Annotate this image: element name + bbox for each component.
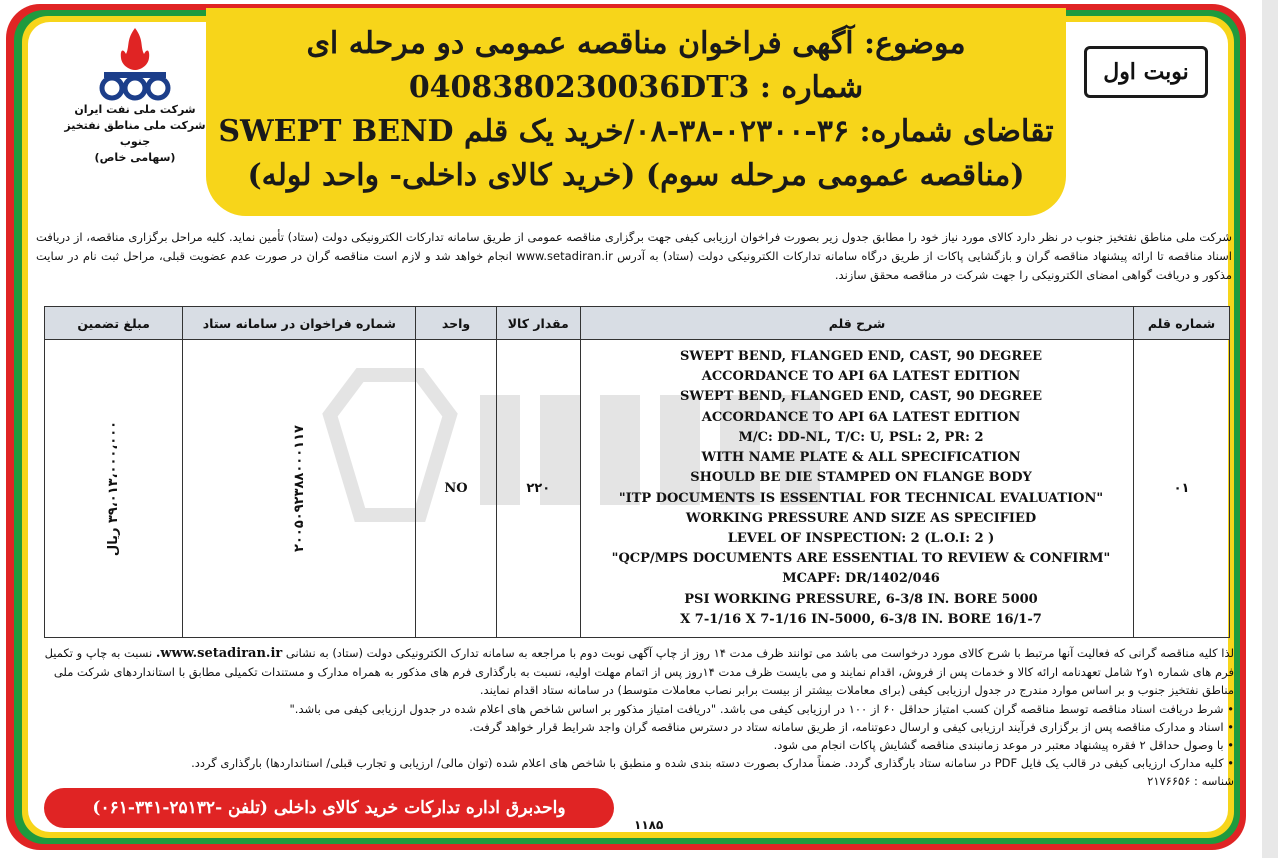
notes-main-paragraph [40, 644, 1234, 700]
desc-line: WITH NAME PLATE & ALL SPECIFICATION [701, 450, 1021, 466]
desc-line: PSI WORKING PRESSURE, 6-3/8 IN. BORE 5000 [684, 591, 1038, 607]
desc-line: SWEPT BEND, FLANGED END, CAST, 90 DEGREE [680, 389, 1042, 405]
table-header-row [45, 307, 1230, 340]
table-row [45, 340, 1230, 638]
header-description: شرح قلم [580, 307, 1133, 340]
notes-bullet: • کلیه مدارک ارزیابی کیفی در قالب یک فایل PDF در سامانه ستاد بارگذاری گردد. ضمناً مدارک بصورت دسته بندی شده و منطبق با شاخص های اعلام شده (توان مالی/ ارزیابی و تجارب قبلی/ استانداردها) بارگذاری گردد. [191, 756, 1234, 771]
cell-item-no: ۰۱ [1134, 340, 1230, 638]
guarantee-text: ۳۹،۰۱۳،۰۰۰،۰۰۰ ریال [106, 420, 122, 557]
desc-line: "ITP DOCUMENTS IS ESSENTIAL FOR TECHNICAL EVALUATION" [618, 490, 1104, 506]
header-quantity: مقدار کالا [496, 307, 580, 340]
company-logo [60, 24, 210, 164]
title-subject: موضوع: آگهی فراخوان مناقصه عمومی دو مرحله ای [306, 26, 966, 61]
logo-line-3: (سهامی خاص) [94, 151, 176, 164]
title-request: تقاضای شماره: ۳۶-۰۲۳۰۰-۳۸-۰۸/خرید یک قلم SWEPT BEND [218, 114, 1054, 149]
logo-line-1: شرکت ملی نفت ایران [74, 103, 196, 116]
cell-unit: NO [416, 340, 496, 638]
round-badge: نوبت اول [1084, 46, 1208, 98]
cell-guarantee [45, 340, 183, 638]
nioc-flame-icon [90, 24, 180, 102]
desc-line: LEVEL OF INSPECTION: 2 (L.O.I: 2 ) [727, 530, 995, 546]
logo-line-2: شرکت ملی مناطق نفتخیز جنوب [64, 119, 206, 148]
desc-line: X 7-1/16 X 7-1/16 IN-5000, 6-3/8 IN. BORE 16/1-7 [680, 611, 1042, 627]
footer-contact-bar: واحدبرق اداره تدارکات خرید کالای داخلی (تلفن -۲۵۱۳۲-۳۴۱-۰۶۱) [44, 788, 614, 828]
title-number: شماره : 0408380230036DT3 [408, 70, 864, 105]
title-tender-type: (مناقصه عمومی مرحله سوم) (خرید کالای داخلی- واحد لوله) [247, 158, 1025, 193]
notes-bullet: • شرط دریافت اسناد مناقصه توسط مناقصه گران کسب امتیاز حداقل ۶۰ از ۱۰۰ در ارزیابی کیفی می باشد. "دریافت امتیاز مذکور بر اساس شاخص های اعلام شده در جدول ارزیابی کیفی می باشد." [289, 701, 1234, 716]
cell-quantity: ۲۲۰ [496, 340, 580, 638]
desc-line: SWEPT BEND, FLANGED END, CAST, 90 DEGREE [680, 349, 1042, 365]
notes-section [40, 644, 1234, 791]
desc-line: M/C: DD-NL, T/C: U, PSL: 2, PR: 2 [738, 429, 984, 445]
cell-tender-no [183, 340, 416, 638]
header-item-no: شماره قلم [1134, 307, 1230, 340]
desc-line: WORKING PRESSURE AND SIZE AS SPECIFIED [685, 510, 1037, 526]
header-guarantee: مبلغ تضمین [45, 307, 183, 340]
notes-bullet: • اسناد و مدارک مناقصه پس از برگزاری فرآیند ارزیابی کیفی و ارسال دعوتنامه، از طریق سامانه ستاد در دسترس مناقصه گران واجد شرایط قرار خواهد گرفت. [469, 719, 1234, 734]
setadiran-link[interactable]: www.setadiran.ir. [155, 646, 283, 661]
desc-line: "QCP/MPS DOCUMENTS ARE ESSENTIAL TO REVIEW & CONFIRM" [611, 551, 1111, 567]
notes-bullet-text: با وصول حداقل ۲ فقره پیشنهاد معتبر در موعد زمانبندی مناقصه گشایش پاکات انجام می شود. [773, 738, 1224, 753]
right-edge-strip [1262, 0, 1278, 858]
header-unit: واحد [416, 307, 496, 340]
title-banner [206, 8, 1066, 216]
desc-line: ACCORDANCE TO API 6A LATEST EDITION [701, 369, 1021, 385]
notes-bullet-text: شرط دریافت اسناد مناقصه توسط مناقصه گران کسب امتیاز حداقل ۶۰ از ۱۰۰ در ارزیابی کیفی می باشد. "دریافت امتیاز مذکور بر اساس شاخص های اعلام شده در جدول ارزیابی کیفی می باشد." [289, 701, 1224, 716]
notes-bullet-text: کلیه مدارک ارزیابی کیفی در قالب یک فایل PDF در سامانه ستاد بارگذاری گردد. ضمناً مدارک بصورت دسته بندی شده و منطبق با شاخص های اعلام شده (توان مالی/ ارزیابی و تجارب قبلی/ استانداردها) بارگذاری گردد. [191, 756, 1224, 771]
header-tender-no: شماره فراخوان در سامانه ستاد [183, 307, 416, 340]
notes-para-a: لذا کلیه مناقصه گرانی که فعالیت آنها مرتبط با شرح کالای مورد درخواست می باشد می توانند ظرف مدت ۱۴ روز از چاپ آگهی نوبت دوم با مراجعه به سامانه تدارک الکترونیکی دولت (ستاد) به نشانی [285, 646, 1234, 660]
intro-paragraph: شرکت ملی مناطق نفتخیز جنوب در نظر دارد کالای مورد نیاز خود را مطابق جدول زیر بصورت فراخوان ارزیابی کیفی جهت برگزاری مناقصه عمومی از طریق سامانه تدارکات الکترونیکی دولت (ستاد) تأمین نماید. کلیه مراحل برگزاری مناقصه، از دریافت اسناد مناقصه تا ارائه پیشنهاد مناقصه گران و بازگشایی پاکات از طریق درگاه سامانه تدارکات الکترونیکی دولت (ستاد) به آدرس www.setadiran.ir انجام خواهد شد و لازم است مناقصه گران در صورت عدم عضویت قبلی، مراحل ثبت نام در سایت مذکور و دریافت گواهی امضای الکترونیکی را جهت شرکت در مناقصه محقق سازند. [36, 230, 1232, 282]
notes-bullet: • با وصول حداقل ۲ فقره پیشنهاد معتبر در موعد زمانبندی مناقصه گشایش پاکات انجام می شود. [773, 738, 1234, 753]
desc-line: ACCORDANCE TO API 6A LATEST EDITION [701, 409, 1021, 425]
desc-line: MCAPF: DR/1402/046 [782, 571, 940, 587]
notes-id-line: شناسه : ۲۱۷۶۶۵۶ [1147, 774, 1234, 789]
cell-description [580, 340, 1133, 638]
items-table [44, 306, 1230, 638]
notes-bullet-text: اسناد و مدارک مناقصه پس از برگزاری فرآیند ارزیابی کیفی و ارسال دعوتنامه، از طریق سامانه ستاد در دسترس مناقصه گران واجد شرایط قرار خواهد گرفت. [469, 719, 1224, 734]
page-number: ۱۱۸۵ [634, 818, 664, 832]
tender-no-text: ۲۰۰۵۰۹۲۳۸۸۰۰۰۱۱۷ [291, 425, 307, 552]
notes-para-b: نسبت به چاپ و تکمیل فرم های شماره ۱و۲ شامل تعهدنامه ارائه کالا و خدمات پس از فروش، اقدام نمایند و می بایست ظرف مدت ۱۴روز پس از اتمام مهلت اولیه، نسبت به بارگذاری فرم های مذکور به همراه مدارک و مستندات تکمیلی مطابق با استانداردهای شرکت ملی مناطق نفتخیز جنوب و بر اساس موارد مندرج در جدول ارزیابی کیفی (برای معاملات بیشتر از بیست برابر نصاب معاملات متوسط) در سامانه ستاد اقدام نمایند. [44, 646, 1234, 698]
desc-line: SHOULD BE DIE STAMPED ON FLANGE BODY [690, 470, 1032, 486]
